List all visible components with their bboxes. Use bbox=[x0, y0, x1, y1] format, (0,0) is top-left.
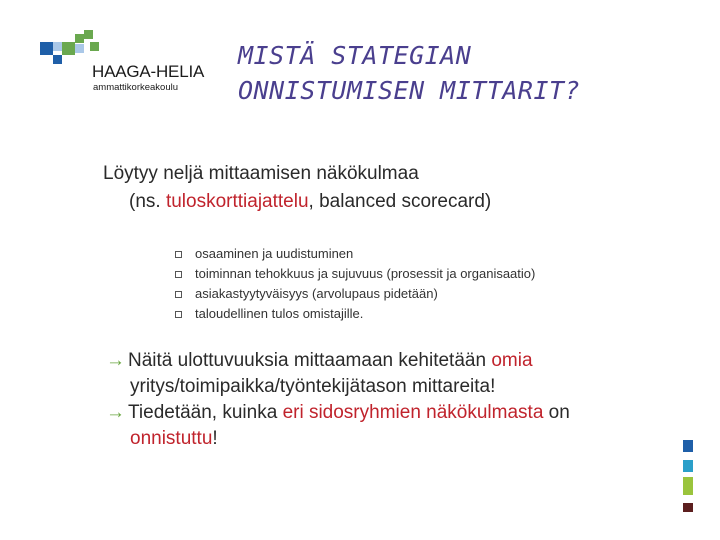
point-2-highlight: eri sidosryhmien näkökulmasta bbox=[282, 402, 544, 423]
logo-mark-icon bbox=[40, 30, 100, 75]
point-1-text: Näitä ulottuvuuksia mittaamaan kehitetään bbox=[128, 350, 492, 371]
intro-line-2-post: , balanced scorecard) bbox=[308, 191, 492, 212]
list-item-text: taloudellinen tulos omistajille. bbox=[195, 306, 364, 321]
intro-text bbox=[103, 160, 491, 216]
list-item bbox=[175, 244, 535, 264]
list-item-text: osaaminen ja uudistuminen bbox=[195, 246, 354, 261]
point-2-continuation bbox=[106, 426, 570, 452]
title-line-2: ONNISTUMISEN MITTARIT? bbox=[238, 76, 581, 105]
bullet-list bbox=[175, 244, 535, 324]
point-1-highlight: omia bbox=[491, 350, 533, 371]
point-1-continuation: yritys/toimipaikka/työntekijätason mittareita! bbox=[130, 376, 496, 397]
square-bullet-icon bbox=[175, 311, 182, 318]
list-item bbox=[175, 304, 535, 324]
key-points bbox=[106, 348, 570, 452]
arrow-right-icon: → bbox=[106, 350, 125, 371]
list-item-text: toiminnan tehokkuus ja sujuvuus (prosessit ja organisaatio) bbox=[195, 266, 536, 281]
list-item bbox=[175, 284, 535, 304]
side-bar-cyan bbox=[683, 460, 693, 472]
arrow-right-icon: → bbox=[106, 402, 125, 423]
list-item bbox=[175, 264, 535, 284]
intro-highlight: tuloskorttiajattelu bbox=[165, 191, 309, 212]
decorative-side-bars bbox=[683, 440, 695, 515]
intro-line-1: Löytyy neljä mittaamisen näkökulmaa bbox=[103, 163, 419, 184]
list-item-text: asiakastyytyväisyys (arvolupaus pidetään) bbox=[195, 286, 438, 301]
square-bullet-icon bbox=[175, 251, 182, 258]
point-2 bbox=[106, 400, 570, 426]
page-title bbox=[238, 38, 580, 108]
haaga-helia-logo bbox=[40, 30, 210, 100]
logo-name: HAAGA-HELIA bbox=[92, 62, 205, 81]
title-line-1: MISTÄ STATEGIAN bbox=[238, 41, 472, 70]
point-2-text-end: on bbox=[543, 402, 570, 423]
side-bar-maroon bbox=[683, 503, 693, 512]
side-bar-blue bbox=[683, 440, 693, 452]
square-bullet-icon bbox=[175, 291, 182, 298]
point-1 bbox=[106, 348, 570, 374]
point-2-end: ! bbox=[212, 428, 218, 449]
side-bar-green bbox=[683, 477, 693, 495]
logo-subtitle: ammattikorkeakoulu bbox=[93, 82, 179, 93]
square-bullet-icon bbox=[175, 271, 182, 278]
point-2-text: Tiedetään, kuinka bbox=[128, 402, 283, 423]
intro-line-2-pre: (ns. bbox=[129, 191, 166, 212]
intro-line-2 bbox=[103, 188, 491, 216]
point-2-highlight-2: onnistuttu bbox=[130, 428, 213, 449]
